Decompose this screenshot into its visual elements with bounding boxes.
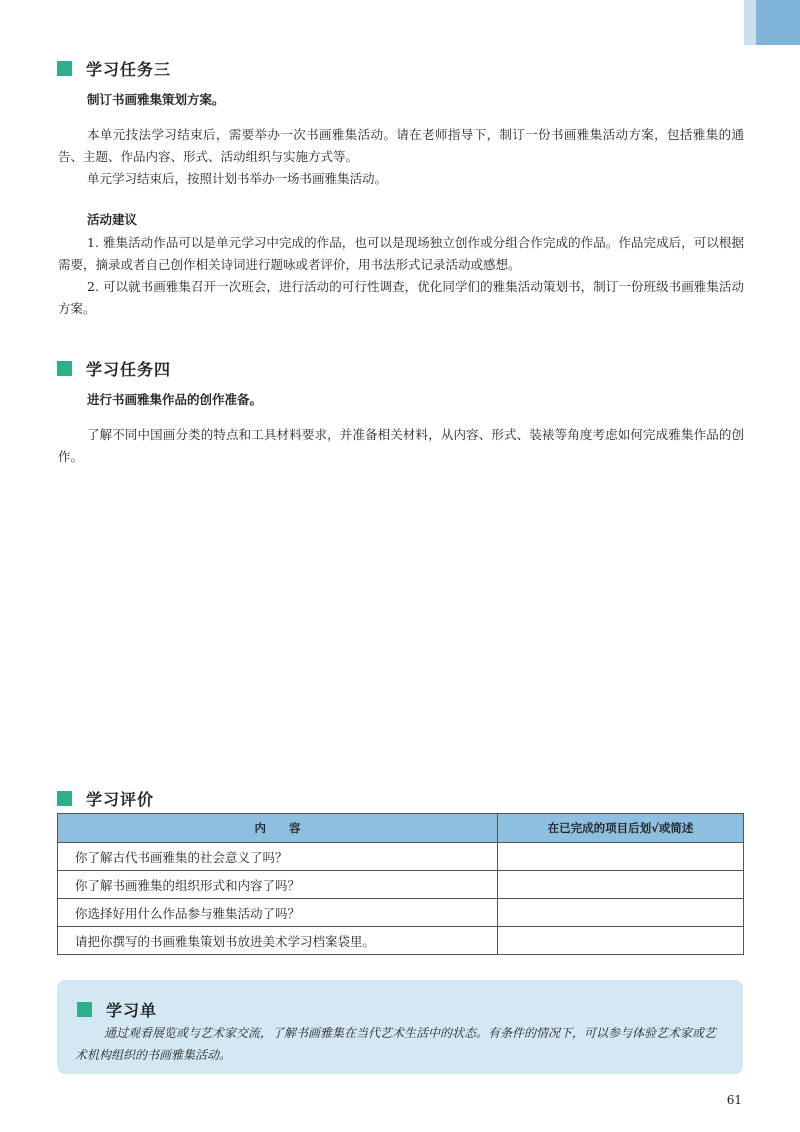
- table-row: [58, 843, 744, 871]
- task4-title: 学习任务四: [86, 360, 172, 379]
- table-row: [58, 927, 744, 955]
- study-sheet-text: 通过观看展览或与艺术家交流，了解书画雅集在当代艺术生活中的状态。有条件的情况下，可以参与体验艺术家或艺术机构组织的书画雅集活动。: [75, 1026, 717, 1062]
- section-square-icon: [77, 1002, 92, 1017]
- task3-title: 学习任务三: [86, 60, 172, 79]
- study-sheet-title: 学习单: [106, 1001, 158, 1020]
- check-cell[interactable]: [498, 927, 744, 955]
- check-cell[interactable]: [498, 843, 744, 871]
- row-question: 请把你撰写的书画雅集策划书放进美术学习档案袋里。: [58, 927, 498, 955]
- evaluation-title: 学习评价: [86, 790, 155, 809]
- task4-subtitle: 进行书画雅集作品的创作准备。: [87, 392, 263, 407]
- corner-tab: [756, 0, 800, 45]
- suggestion-1: 1. 雅集活动作品可以是单元学习中完成的作品，也可以是现场独立创作或分组合作完成的作品。作品完成后，可以根据需要，摘录或者自己创作相关诗词进行题咏或者评价，用书法形式记录活动或感想。: [58, 235, 744, 272]
- row-question: 你了解书画雅集的组织形式和内容了吗？: [58, 871, 498, 899]
- table-row: [58, 899, 744, 927]
- header-check: 在已完成的项目后划√或简述: [498, 814, 744, 843]
- evaluation-table: [57, 813, 744, 955]
- task3-paragraph-1: 本单元技法学习结束后，需要举办一次书画雅集活动。请在老师指导下，制订一份书画雅集活动方案，包括雅集的通告、主题、作品内容、形式、活动组织与实施方式等。: [58, 127, 744, 164]
- task4-paragraph-1: 了解不同中国画分类的特点和工具材料要求，并准备相关材料，从内容、形式、装裱等角度考虑如何完成雅集作品的创作。: [58, 427, 744, 464]
- corner-tab-light: [744, 0, 756, 45]
- header-content: 内 容: [58, 814, 498, 843]
- table-header-row: [58, 814, 744, 843]
- row-question: 你了解古代书画雅集的社会意义了吗？: [58, 843, 498, 871]
- task3-paragraph-2: 单元学习结束后，按照计划书举办一场书画雅集活动。: [87, 171, 388, 186]
- section-square-icon: [57, 361, 72, 376]
- task3-subtitle: 制订书画雅集策划方案。: [87, 92, 225, 107]
- suggestion-2: 2. 可以就书画雅集召开一次班会，进行活动的可行性调查，优化同学们的雅集活动策划书，制订一份班级书画雅集活动方案。: [58, 279, 744, 316]
- page-number: 61: [726, 1093, 742, 1107]
- row-question: 你选择好用什么作品参与雅集活动了吗？: [58, 899, 498, 927]
- check-cell[interactable]: [498, 871, 744, 899]
- activity-suggest-title: 活动建议: [87, 212, 138, 227]
- section-square-icon: [57, 61, 72, 76]
- task3-heading: [57, 57, 171, 80]
- check-cell[interactable]: [498, 899, 744, 927]
- table-row: [58, 871, 744, 899]
- evaluation-heading: [57, 787, 154, 810]
- task4-heading: [57, 357, 171, 380]
- section-square-icon: [57, 791, 72, 806]
- study-sheet-heading: [77, 998, 157, 1021]
- study-sheet-box: [57, 980, 743, 1074]
